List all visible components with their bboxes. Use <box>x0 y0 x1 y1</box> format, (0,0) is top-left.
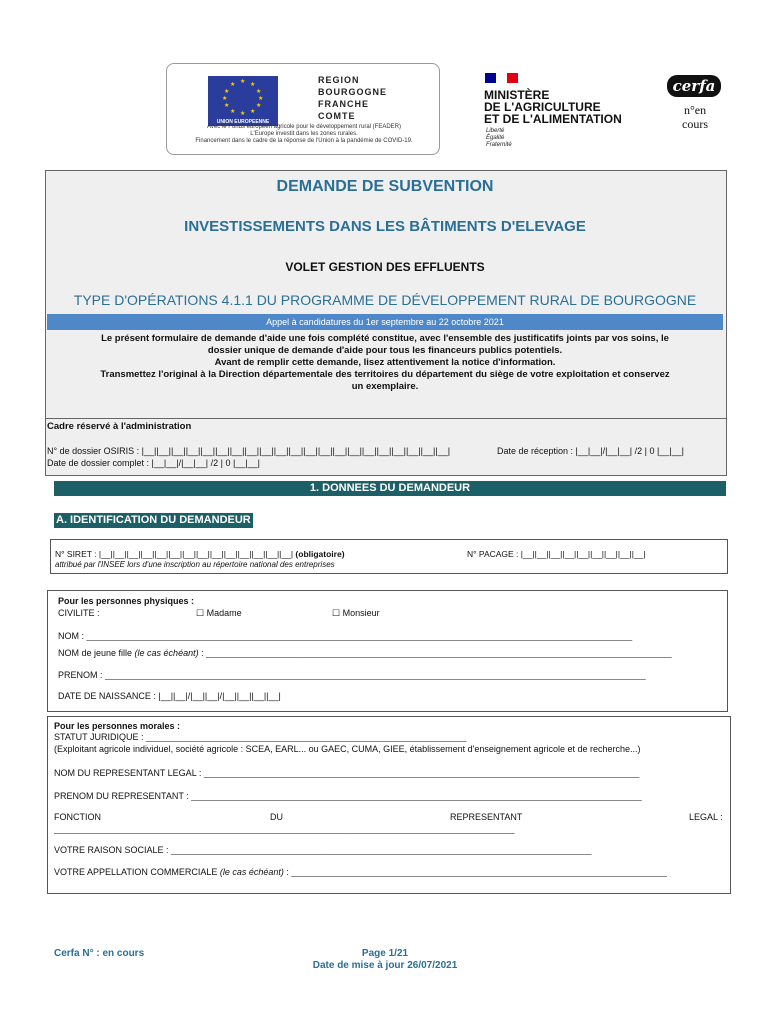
representative-name-field[interactable]: NOM DU REPRESENTANT LEGAL : _______________________________________________________________________________________ <box>54 768 640 778</box>
function-du-label: DU <box>270 812 283 822</box>
page-number: Page 1/21 <box>361 948 409 959</box>
feader-caption: Avec le Fonds européen agricole pour le développement rural (FEADER) L'Europe investit dans les zones rurales. Financement dans le cadre de la réponse de l'Union à la pandémie de COVID-19. <box>195 124 413 144</box>
natural-persons-title: Pour les personnes physiques : <box>58 596 195 606</box>
siret-note: attribué par l'INSEE lors d'une inscription au répertoire national des entreprises <box>55 560 335 569</box>
section-1-heading: 1. DONNEES DU DEMANDEUR <box>54 481 726 496</box>
maiden-name-field[interactable]: NOM de jeune fille (le cas échéant) : _____________________________________________________________________________________________ <box>58 648 672 658</box>
reception-date-field[interactable]: Date de réception : |__|__|/|__|__| /2 | 0 |__|__| <box>497 446 685 456</box>
birth-date-field[interactable]: DATE DE NAISSANCE : |__||__|/|__||__|/|__||__||__||__| <box>58 691 281 701</box>
monsieur-checkbox[interactable]: ☐ Monsieur <box>332 608 380 618</box>
update-date: Date de mise à jour 26/07/2021 <box>312 960 458 971</box>
siret-mandatory: (obligatoire) <box>295 549 345 559</box>
legal-status-field[interactable]: STATUT JURIDIQUE : ________________________________________________________________ <box>54 732 467 742</box>
pacage-field[interactable]: N° PACAGE : |__||__||__||__||__||__||__||__||__| <box>467 549 646 559</box>
osiris-dossier-field[interactable]: N° de dossier OSIRIS : |__||__||__||__||__||__||__||__||__||__||__||__||__||__||__||__||__||__||__||__||__| <box>47 446 451 456</box>
civility-label: CIVILITE : <box>58 608 100 618</box>
ministry-logo: MINISTÈRE DE L'AGRICULTURE ET DE L'ALIMENTATION <box>484 88 622 126</box>
representative-firstname-field[interactable]: PRENOM DU REPRESENTANT : __________________________________________________________________________________________ <box>54 791 642 801</box>
footer-page-info <box>285 948 485 972</box>
republic-motto: Liberté Égalité Fraternité <box>486 128 512 148</box>
form-title: DEMANDE DE SUBVENTION <box>276 178 494 195</box>
legal-status-note: (Exploitant agricole individuel, société agricole : SCEA, EARL... ou GAEC, CUMA, GIEE, établissement d'enseignement agricole et de recherche...) <box>54 744 641 754</box>
siret-field[interactable]: N° SIRET : |__||__||__||__||__||__||__||__||__||__||__||__||__||__| (obligatoire) <box>55 549 345 559</box>
form-subtitle: INVESTISSEMENTS DANS LES BÂTIMENTS D'ELEVAGE <box>184 218 586 235</box>
last-name-field[interactable]: NOM : _____________________________________________________________________________________________________________ <box>58 631 633 641</box>
complete-date-field[interactable]: Date de dossier complet : |__|__|/|__|__| /2 | 0 |__|__| <box>47 458 261 468</box>
form-volet: VOLET GESTION DES EFFLUENTS <box>285 260 485 274</box>
eu-label: UNION EUROPEENNE <box>208 118 278 126</box>
call-dates-banner: Appel à candidatures du 1er septembre au 22 octobre 2021 <box>47 314 723 330</box>
footer-cerfa-number: Cerfa N° : en cours <box>54 948 145 959</box>
function-representant-label: REPRESENTANT <box>450 812 523 822</box>
madame-checkbox[interactable]: ☐ Madame <box>196 608 242 618</box>
company-name-field[interactable]: VOTRE RAISON SOCIALE : ____________________________________________________________________________________ <box>54 845 592 855</box>
legal-entities-title: Pour les personnes morales : <box>54 721 181 731</box>
first-name-field[interactable]: PRENOM : ____________________________________________________________________________________________________________ <box>58 670 646 680</box>
function-legal-label: LEGAL : <box>689 812 723 822</box>
cerfa-number-status: n°en cours <box>682 103 708 131</box>
operation-type: TYPE D'OPÉRATIONS 4.1.1 DU PROGRAMME DE DÉVELOPPEMENT RURAL DE BOURGOGNE <box>73 292 697 308</box>
section-a-heading: A. IDENTIFICATION DU DEMANDEUR <box>56 514 251 526</box>
form-notice: Le présent formulaire de demande d'aide une fois complété constitue, avec l'ensemble des justificatifs joints par vos soins, le dossier unique de demande d'aide pour tous les financeurs publics potentiels. Avant de remplir cette demande, lisez attentivement la notice d'information. Transmettez l'original à la Direction départementale des territoires du département du siège de votre exploitation et conservez un exemplaire. <box>100 333 670 392</box>
marianne-flag-icon <box>485 73 519 83</box>
function-label: FONCTION <box>54 812 101 822</box>
region-logo: REGION BOURGOGNE FRANCHE COMTE <box>318 75 388 121</box>
cerfa-logo: cerfa <box>667 75 721 97</box>
trade-name-field[interactable]: VOTRE APPELLATION COMMERCIALE (le cas échéant) : ___________________________________________________________________________ <box>54 867 667 877</box>
admin-panel-title: Cadre réservé à l'administration <box>47 421 192 432</box>
function-field[interactable]: ____________________________________________________________________________________________ <box>54 824 515 834</box>
eu-flag-icon: ★ ★ ★ ★ ★ ★ ★ ★ ★ ★ ★ ★ <box>208 76 278 118</box>
